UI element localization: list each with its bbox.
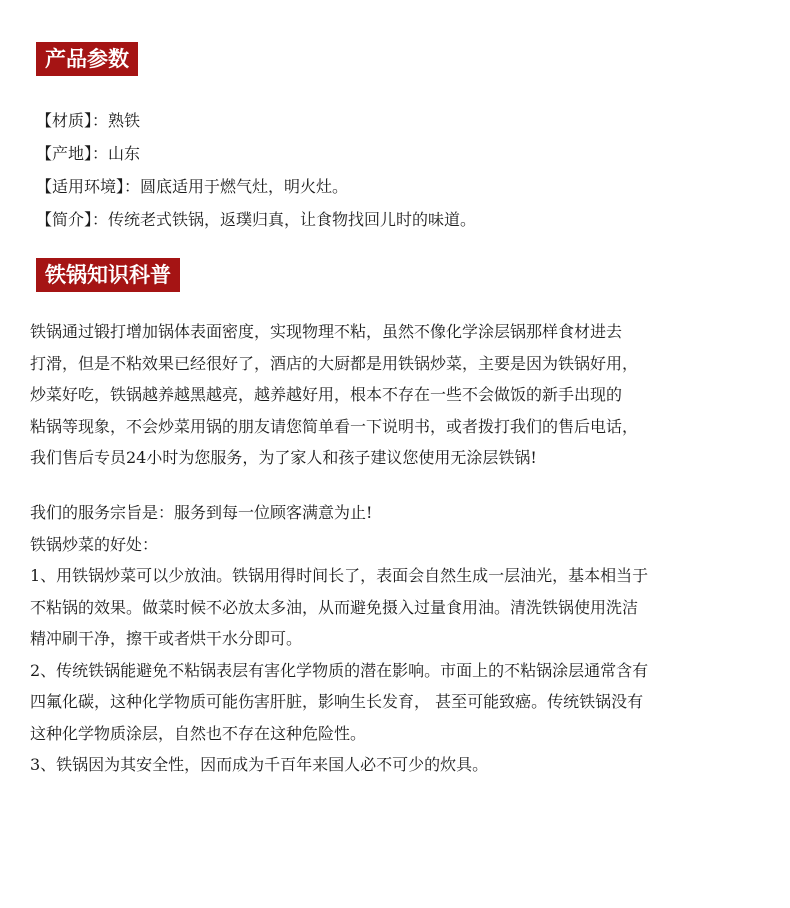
- param-separator: ：: [92, 144, 109, 163]
- text-line: 粘锅等现象，不会炒菜用锅的朋友请您简单看一下说明书，或者拨打我们的售后电话，: [30, 416, 639, 436]
- text-line: 我们售后专员24小时为您服务，为了家人和孩子建议您使用无涂层铁锅!: [30, 448, 537, 467]
- section-title-product-params: 产品参数: [36, 42, 138, 76]
- text-line: 我们的服务宗旨是：服务到每一位顾客满意为止!: [30, 503, 373, 522]
- text-line: 铁锅通过锻打增加锅体表面密度，实现物理不粘，虽然不像化学涂层锅那样食材进去: [30, 322, 623, 341]
- product-params-list: [36, 104, 776, 236]
- text-line: 这种化学物质涂层，自然也不存在这种危险性。: [30, 723, 367, 743]
- text-line: 1、用铁锅炒菜可以少放油。铁锅用得时间长了，表面会自然生成一层油光，基本相当于: [30, 566, 649, 585]
- intro-paragraph: [30, 316, 770, 474]
- text-line: 四氟化碳，这种化学物质可能伤害肝脏，影响生长发育， 甚至可能致癌。传统铁锅没有: [30, 692, 644, 711]
- param-label: 【简介】: [36, 210, 93, 229]
- param-row-intro: [36, 203, 776, 236]
- param-value: 传统老式铁锅，返璞归真，让食物找回儿时的味道。: [108, 210, 477, 229]
- param-value: 山东: [108, 144, 141, 163]
- param-row-origin: [36, 137, 776, 170]
- text-line: 精冲刷干净，擦干或者烘干水分即可。: [30, 629, 303, 648]
- param-label: 【产地】: [36, 144, 93, 163]
- param-separator: ：: [92, 111, 109, 130]
- text-line: 打滑，但是不粘效果已经很好了，酒店的大厨都是用铁锅炒菜，主要是因为铁锅好用，: [30, 353, 639, 373]
- param-value: 熟铁: [108, 111, 141, 130]
- section-title-iron-wok-knowledge: 铁锅知识科普: [36, 258, 180, 292]
- param-label: 【材质】: [36, 111, 93, 130]
- text-line: 不粘锅的效果。做菜时候不必放太多油，从而避免摄入过量食用油。清洗铁锅使用洗洁: [30, 597, 639, 617]
- param-label: 【适用环境】: [36, 177, 125, 196]
- service-and-benefits: [30, 497, 770, 781]
- text-line: 铁锅炒菜的好处：: [30, 534, 159, 554]
- param-value: 圆底适用于燃气灶，明火灶。: [140, 177, 349, 196]
- param-separator: ：: [124, 177, 141, 196]
- text-line: 3、铁锅因为其安全性，因而成为千百年来国人必不可少的炊具。: [30, 755, 489, 774]
- text-line: 2、传统铁锅能避免不粘锅表层有害化学物质的潜在影响。市面上的不粘锅涂层通常含有: [30, 660, 649, 680]
- param-row-environment: [36, 170, 776, 203]
- text-line: 炒菜好吃，铁锅越养越黑越亮，越养越好用，根本不存在一些不会做饭的新手出现的: [30, 385, 623, 404]
- param-separator: ：: [92, 210, 109, 229]
- param-row-material: [36, 104, 776, 137]
